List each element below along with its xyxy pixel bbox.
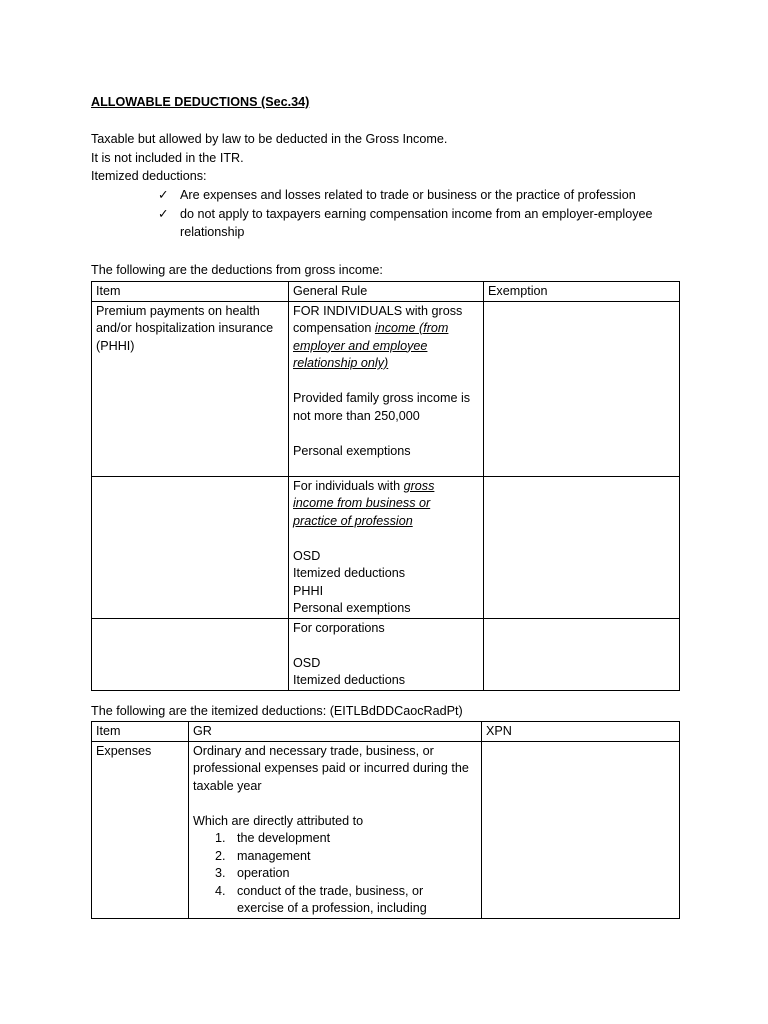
list-item: 3. operation	[215, 866, 290, 880]
table1-caption: The following are the deductions from gross income:	[91, 263, 383, 277]
exemption-cell	[484, 618, 680, 690]
cell-line: not more than 250,000	[293, 408, 420, 423]
cell-line: income from business or	[293, 496, 431, 510]
cell-line: Which are directly attributed to	[193, 813, 364, 828]
table-row	[92, 301, 680, 476]
cell-line: Itemized deductions	[293, 673, 406, 687]
exemption-cell	[484, 301, 680, 476]
exemption-cell	[484, 476, 680, 618]
numbered-list	[193, 830, 477, 918]
cell-line: For individuals with gross	[293, 478, 435, 493]
cell-line: Premium payments on health	[96, 303, 260, 318]
item-cell	[92, 301, 289, 476]
check-item	[158, 186, 636, 204]
rule-cell	[289, 476, 484, 618]
cell-line: Provided family gross income is	[293, 391, 471, 405]
cell-line: PHHI	[293, 583, 324, 598]
cell-line: OSD	[293, 655, 321, 670]
cell-line: professional expenses paid or incurred during the	[193, 761, 469, 775]
header-cell: XPN	[482, 722, 680, 742]
cell-line: taxable year	[193, 778, 262, 793]
item-cell: Expenses	[92, 741, 189, 918]
cell-line: For corporations	[293, 620, 385, 635]
cell-line: Personal exemptions	[293, 443, 411, 458]
cell-line: Itemized deductions	[293, 566, 406, 580]
xpn-cell	[482, 741, 680, 918]
table-header-row	[92, 722, 680, 742]
cell-line: Personal exemptions	[293, 601, 411, 615]
list-item: 2. management	[215, 848, 311, 863]
gr-cell	[189, 741, 482, 918]
table-header-row	[92, 282, 680, 302]
header-cell: General Rule	[289, 282, 484, 302]
item-cell	[92, 618, 289, 690]
cell-line: compensation income (from	[293, 321, 449, 335]
cell-line: relationship only)	[293, 356, 389, 370]
check-item-continuation: relationship	[180, 225, 245, 239]
table-row	[92, 741, 680, 918]
checkmark-icon: ✓	[158, 188, 169, 202]
cell-line: practice of profession	[293, 513, 413, 528]
header-cell: Exemption	[484, 282, 680, 302]
cell-line: and/or hospitalization insurance	[96, 321, 274, 335]
list-item: 1. the development	[215, 831, 331, 845]
intro-line-3: Itemized deductions:	[91, 169, 207, 183]
table-row	[92, 476, 680, 618]
deductions-table	[91, 281, 680, 691]
check-item-text: Are expenses and losses related to trade or business or the practice of profession	[180, 188, 636, 202]
check-item-text: do not apply to taxpayers earning compensation income from an employer-employee	[180, 207, 653, 221]
rule-cell	[289, 618, 484, 690]
checkmark-icon: ✓	[158, 207, 169, 221]
table2-caption: The following are the itemized deductions: (EITLBdDDCaocRadPt)	[91, 704, 463, 718]
item-cell	[92, 476, 289, 618]
itemized-deductions-table	[91, 721, 680, 919]
list-item: 4. conduct of the trade, business, or exercise of a profession, including	[215, 883, 427, 915]
page-title: ALLOWABLE DEDUCTIONS (Sec.34)	[91, 95, 310, 109]
cell-line: FOR INDIVIDUALS with gross	[293, 303, 463, 318]
check-item	[158, 205, 653, 223]
cell-line: employer and employee	[293, 338, 428, 353]
cell-line: OSD	[293, 548, 321, 563]
header-cell: Item	[92, 282, 289, 302]
header-cell: GR	[189, 722, 482, 742]
header-cell: Item	[92, 722, 189, 742]
intro-line-2: It is not included in the ITR.	[91, 151, 244, 165]
table-row	[92, 618, 680, 690]
rule-cell	[289, 301, 484, 476]
intro-line-1: Taxable but allowed by law to be deducted in the Gross Income.	[91, 132, 448, 146]
cell-line: (PHHI)	[96, 338, 135, 353]
cell-line: Ordinary and necessary trade, business, or	[193, 743, 434, 758]
